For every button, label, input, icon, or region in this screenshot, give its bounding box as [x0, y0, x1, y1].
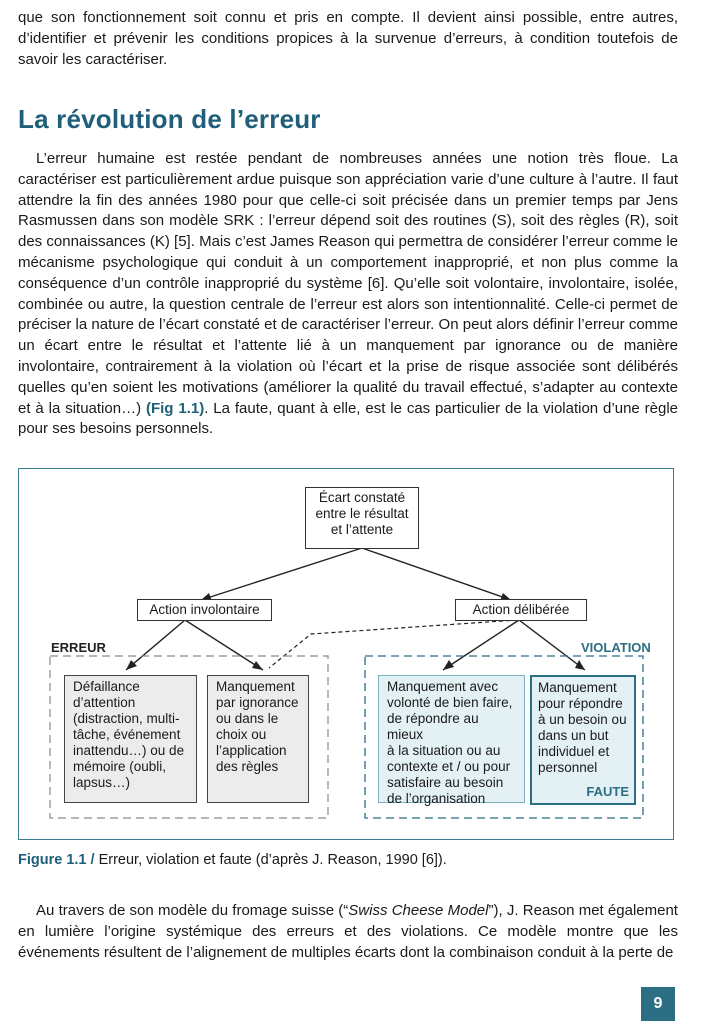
leaf-personal-violation — [530, 675, 636, 805]
leaf-line: choix ou — [216, 727, 267, 742]
leaf-line: de répondre au mieux — [387, 711, 479, 742]
page-number: 9 — [641, 987, 675, 1021]
leaf-line: pour répondre — [538, 696, 623, 711]
leaf-line: satisfaire au besoin — [387, 775, 504, 790]
connector-right-leaf4 — [519, 620, 585, 670]
leaf-line: lapsus…) — [73, 775, 131, 790]
leaf-line: à un besoin ou — [538, 712, 627, 727]
arrowhead — [575, 660, 585, 670]
leaf-line: Défaillance — [73, 679, 140, 694]
leaf-line: par ignorance — [216, 695, 299, 710]
closing-text-start: Au travers de son modèle du fromage suisse (“ — [36, 902, 349, 919]
branch-deliberate: Action délibérée — [455, 599, 587, 621]
leaf-attention-failure — [64, 675, 197, 803]
leaf-line: ou dans le — [216, 711, 279, 726]
body-text-before-ref: L’erreur humaine est restée pendant de nombreuses années une notion très floue. La caractériser est particulièrement ardue puisque son appréciation varie d’une culture à l’autre. Il faut attendre la fin des années 1980 pour que celle-ci soit précisée dans un premier temps par Jens Rasmussen dans son modèle SRK : l’erreur dépend soit des routines (S), soit des règles (R), soit des connaissances (K) [5]. Mais c’est James Reason qui permettra de considérer l’erreur comme le mécanisme psychologique qui conduit à un comportement inapproprié, et non plus comme la conséquence d’un contrôle inapproprié du système [6]. Qu’elle soit volontaire, involontaire, isolée, combinée ou autre, la question centrale de l’erreur est alors son intentionnalité. Celle-ci permet de préciser la nature de l’écart constaté et de caractériser l’erreur. On peut alors définir l’erreur comme un écart entre le résultat et l’attente lié à un manquement par ignorance ou de manière involontaire, contrairement à la violation où l’écart et la prise de risque associée sont délibérés quelles qu’en soient les motivations (améliorer la qualité du travail effectué, s’adapter au contexte et à la situation…) — [18, 150, 678, 417]
closing-italic: Swiss Cheese Model — [348, 902, 489, 919]
leaf-line: Manquement — [538, 680, 617, 695]
leaf-line: tâche, événement — [73, 727, 181, 742]
figure-caption — [18, 852, 447, 868]
arrowhead — [443, 660, 454, 670]
fault-label: FAUTE — [586, 784, 629, 799]
branch-involuntary: Action involontaire — [137, 599, 272, 621]
leaf-line: mémoire (oubli, — [73, 759, 167, 774]
closing-paragraph — [18, 901, 678, 963]
leaf-line: Manquement — [216, 679, 295, 694]
root-line: Écart constaté — [318, 490, 406, 505]
leaf-line: des règles — [216, 759, 279, 774]
body-text-after-ref: . La faute, quant à elle, est le cas particulier de la violation d’une règle pour ses besoins personnels. — [18, 399, 678, 438]
leaf-line: l’application — [216, 743, 287, 758]
violation-zone-label: VIOLATION — [581, 640, 651, 655]
leaf-line: volonté de bien faire, — [387, 695, 513, 710]
leaf-line: de l’organisation — [387, 791, 486, 806]
leaf-line: individuel et — [538, 744, 610, 759]
section-title: La révolution de l’erreur — [18, 104, 321, 134]
leaf-ignorance-failure — [207, 675, 309, 803]
leaf-line: à la situation ou au — [387, 743, 501, 758]
error-zone-label: ERREUR — [51, 640, 106, 655]
root-line: entre le résultat — [315, 506, 409, 521]
connector-left-leaf2 — [185, 620, 263, 670]
leaf-line: personnel — [538, 760, 598, 775]
figure-label: Figure 1.1 / — [18, 852, 95, 868]
figure-frame — [18, 468, 674, 840]
connector-root-left — [201, 548, 362, 600]
leaf-good-intent-violation — [378, 675, 525, 806]
figure-reference[interactable]: (Fig 1.1) — [145, 399, 205, 417]
caption-text: Erreur, violation et faute (d’après J. Reason, 1990 [6]). — [94, 852, 447, 868]
body-paragraph — [18, 149, 678, 440]
leaf-line: d’attention — [73, 695, 136, 710]
dotted-link — [269, 620, 517, 668]
intro-paragraph: que son fonctionnement soit connu et pris en compte. Il devient ainsi possible, entre autres, d’identifier et prévenir les conditions propices à la survenue d’erreurs, à condition toutefois de savoir les caractériser. — [18, 9, 678, 68]
leaf-line: inattendu…) ou de — [73, 743, 185, 758]
leaf-line: (distraction, multi- — [73, 711, 180, 726]
leaf-line: contexte et / ou pour — [387, 759, 511, 774]
root-box — [305, 487, 419, 549]
closing-text-end: ”), J. Reason met également en lumière l’origine systémique des erreurs et des violations. Ce modèle montre que les événements résultent de l’alignement de multiples écarts dont la combinaison conduit à la perte de — [18, 902, 678, 961]
leaf-line: dans un but — [538, 728, 609, 743]
connector-root-right — [362, 548, 511, 600]
root-line: et l’attente — [330, 522, 394, 537]
arrowhead — [252, 661, 263, 670]
connector-right-leaf3 — [443, 620, 519, 670]
connector-left-leaf1 — [126, 620, 185, 670]
leaf-line: Manquement avec — [387, 679, 499, 694]
